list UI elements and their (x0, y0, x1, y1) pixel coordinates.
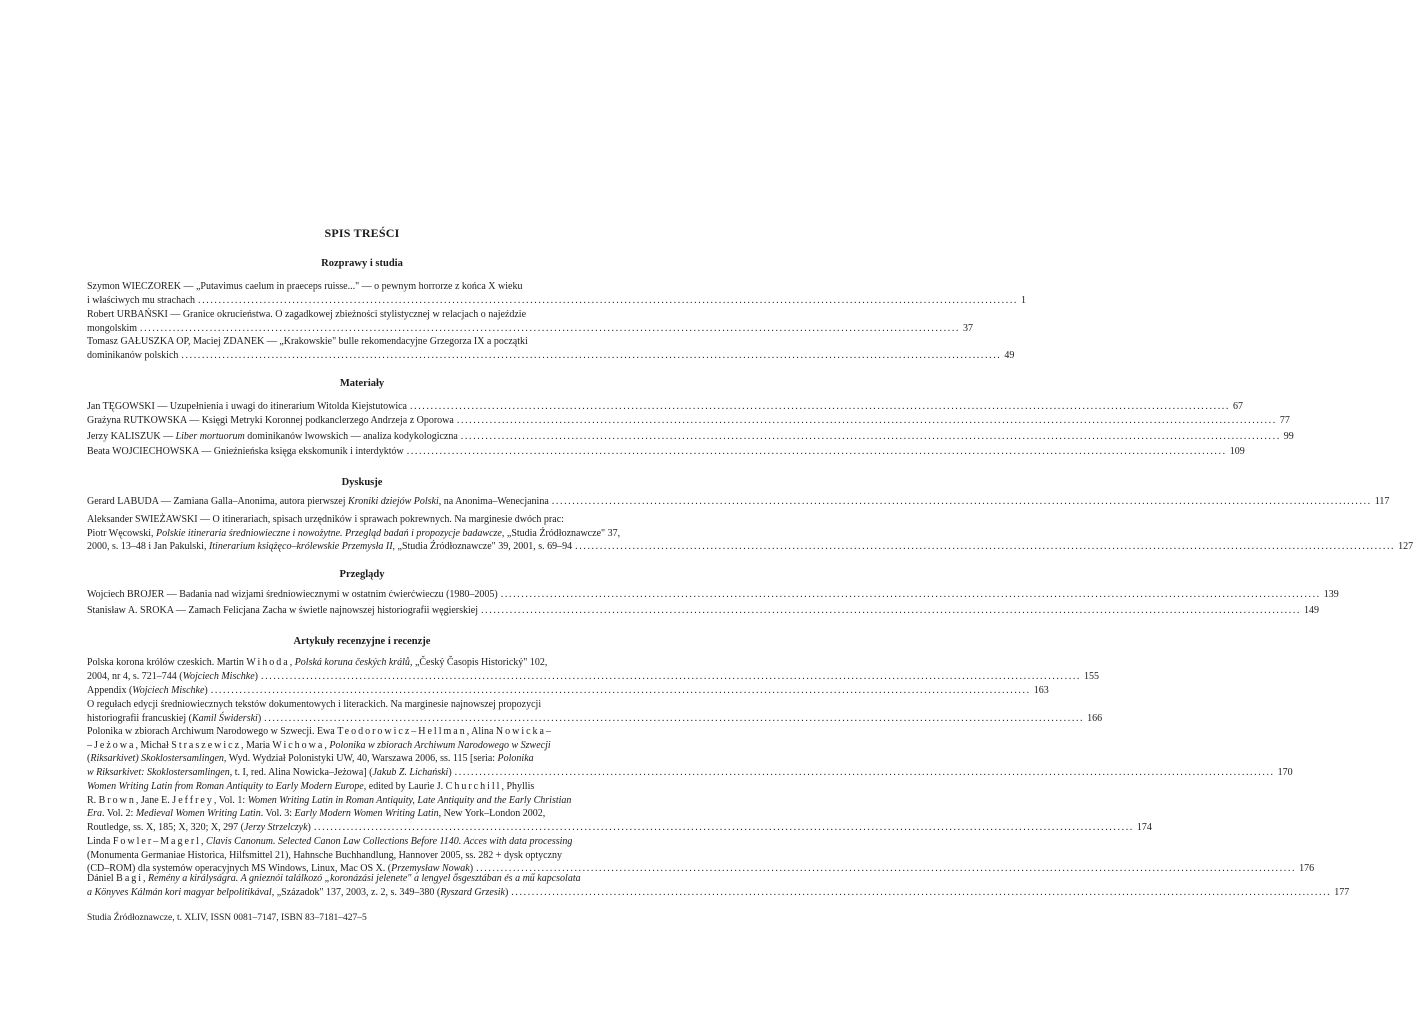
entry-text: Stanisław A. SROKA — Zamach Felicjana Zacha w świetle najnowszej historiografii węgierskiej (87, 605, 479, 616)
entry-text (87, 670, 258, 684)
entry-part: Appendix ( (87, 685, 133, 696)
entry-line (87, 725, 638, 739)
dot-leader: ........................................................................................................................................................................................................ (460, 431, 1281, 442)
entry-part: Gerard LABUDA — Zamiana Galla–Anonima, autora pierwszej (87, 496, 349, 507)
entry-last-line (87, 445, 1245, 459)
author-name: Nowicka– (495, 726, 553, 737)
italic-title: Era (87, 808, 102, 819)
italic-title: Medieval Women Writing Latin (135, 808, 261, 819)
entry-part: , New York–London 2002, (438, 808, 546, 819)
dot-leader: ........................................................................................................................................................................................................ (210, 685, 1031, 696)
entry-part: , Phyllis (501, 781, 535, 792)
reviewer-name: Wojciech Mischke (132, 685, 205, 696)
section-heading-materialy: Materiały (339, 378, 385, 389)
italic-title: Early Modern Women Writing Latin (294, 808, 439, 819)
author-name: Straszewicz (171, 739, 242, 751)
entry-last-line (87, 684, 1049, 698)
toc-entry (87, 698, 1103, 725)
author-name: Churchill (445, 781, 502, 792)
author-name: Teodorowicz–Hellman (337, 726, 467, 737)
toc-entry (87, 835, 1315, 876)
section-heading-przeglady: Przeglądy (339, 569, 385, 580)
entry-last-line (87, 349, 1015, 363)
entry-text: dominikanów polskich (87, 349, 179, 361)
reviewer-name: Ryszard Grzesik (440, 886, 505, 898)
italic-title: Polskie itineraria średniowieczne i nowożytne. Przegląd badań i propozycje badawcze (155, 527, 502, 539)
entry-text (87, 684, 208, 698)
italic-title: Itinerarium książęco–królewskie Przemysła II (208, 541, 393, 552)
toc-entry (87, 445, 1245, 459)
entry-last-line (87, 886, 1350, 900)
author-name: Wihoda (246, 657, 290, 668)
toc-entry (87, 780, 1152, 834)
entry-part: ( (87, 753, 91, 764)
entry-part: ) (448, 766, 452, 778)
entry-part: , „Český Časopis Historický" 102, (409, 657, 548, 668)
italic-title: a Könyves Kálmán kori magyar belpolitikával (87, 886, 272, 898)
toc-entry (87, 656, 1100, 683)
entry-part: , „Studia Źródłoznawcze" 39, 2001, s. 69–94 (392, 541, 573, 552)
author-name: Jeffrey (172, 794, 214, 806)
entry-part: 2000, s. 13–48 i Jan Pakulski, (87, 541, 209, 552)
entry-text (87, 540, 572, 554)
entry-part: Linda (87, 836, 113, 847)
entry-text: Wojciech BROJER — Badania nad wizjami średniowiecznymi w ostatnim ćwierćwieczu (1980–2005) (87, 589, 498, 600)
entry-part: ) (204, 685, 208, 696)
author-name: Fowler–Magerl (112, 836, 202, 847)
entry-part: Polska korona królów czeskich. Martin (87, 657, 247, 668)
entry-part: , Alina (466, 726, 496, 737)
entry-part: , (324, 739, 330, 751)
toc-entry (87, 495, 1390, 509)
reviewer-name: Jakub Z. Lichański (372, 766, 449, 778)
toc-entry (87, 400, 1243, 414)
entry-part: , na Anonima–Wenecjanina (438, 496, 549, 507)
toc-entry (87, 588, 1339, 602)
entry-line (87, 752, 638, 766)
entry-last-line (87, 712, 1103, 726)
entry-text (87, 430, 458, 444)
author-name: Brown (98, 794, 136, 806)
entry-part: , Maria (241, 739, 273, 751)
entry-last-line (87, 430, 1294, 444)
italic-title: Clavis Canonum. Selected Canon Law Collections Before 1140. Acces with data processing (206, 836, 573, 847)
dot-leader: ........................................................................................................................................................................................................ (511, 886, 1332, 898)
author-name: Bagi (116, 873, 144, 884)
entry-part: Polonika w zbiorach Archiwum Narodowego w Szwecji. Ewa (87, 726, 338, 737)
entry-part: , (201, 836, 207, 847)
italic-title: Kroniki dziejów Polski (348, 496, 439, 507)
page-number: 155 (1084, 670, 1100, 682)
entry-line (87, 807, 638, 821)
entry-line: Aleksander SWIEŻAWSKI — O itinerariach, spisach urzędników i sprawach pokrewnych. Na marginesie dwóch prac: (87, 514, 564, 525)
toc-entry (87, 308, 974, 335)
dot-leader: ........................................................................................................................................................................................................ (264, 712, 1085, 724)
italic-title: Polonika (497, 753, 534, 764)
page-number: 1 (1021, 294, 1027, 306)
dot-leader: ........................................................................................................................................................................................................ (313, 821, 1134, 833)
footer-citation: Studia Źródłoznawcze, t. XLIV, ISSN 0081–7147, ISBN 83–7181–427–5 (87, 913, 367, 923)
entry-part: (CD–ROM) dla systemów operacyjnych MS Windows, Linux, Mac OS X. ( (87, 863, 392, 874)
entry-last-line (87, 821, 1152, 835)
italic-title: Remény a királyságra. A gnieznói találkozó „koronázási jelenete" a lengyel ősgesztában és a mű kapcsolata (148, 873, 581, 884)
entry-line: Robert URBAŃSKI — Granice okrucieństwa. O zagadkowej zbieżności stylistycznej w relacjach o najeździe (87, 309, 527, 320)
toc-entry (87, 280, 1027, 307)
italic-title: w Riksarkivet: Skoklostersamlingen (87, 766, 230, 778)
entry-text: Grażyna RUTKOWSKA — Księgi Metryki Koronnej podkanclerzego Andrzeja z Oporowa (87, 415, 454, 426)
entry-part: ) (469, 863, 474, 874)
entry-line (87, 656, 638, 670)
page-number: 127 (1398, 541, 1413, 552)
entry-part: Dániel (87, 873, 117, 884)
page-number: 67 (1233, 401, 1243, 412)
entry-last-line (87, 588, 1339, 602)
entry-part: historiografii francuskiej ( (87, 712, 192, 724)
section-heading-dyskusje: Dyskusje (341, 477, 383, 488)
entry-text (87, 886, 508, 900)
italic-title: Women Writing Latin from Roman Antiquity to Early Modern Europe (87, 781, 364, 792)
entry-part: , (143, 873, 149, 884)
page-number: 174 (1136, 821, 1152, 833)
dot-leader: ........................................................................................................................................................................................................ (198, 294, 1019, 306)
page-number: 149 (1304, 605, 1320, 616)
toc-entry (87, 872, 1350, 899)
entry-last-line (87, 414, 1290, 428)
page-number: 109 (1229, 446, 1245, 457)
toc-entry (87, 604, 1320, 618)
entry-last-line (87, 400, 1243, 414)
dot-leader: ........................................................................................................................................................................................................ (551, 496, 1372, 507)
reviewer-name: Kamil Świderski (191, 712, 258, 724)
section-heading-artykuly: Artykuły recenzyjne i recenzje (293, 636, 431, 647)
entry-last-line (87, 604, 1320, 618)
dot-leader: ........................................................................................................................................................................................................ (575, 541, 1396, 552)
toc-entry (87, 684, 1049, 698)
entry-text (87, 495, 549, 509)
author-name: Wichowa (272, 739, 325, 751)
entry-text: Beata WOJCIECHOWSKA — Gnieźnieńska księga ekskomunik i interdyktów (87, 446, 404, 457)
dot-leader: ........................................................................................................................................................................................................ (261, 670, 1082, 682)
italic-title: Polonika w zbiorach Archiwum Narodowego w Szwecji (329, 739, 551, 751)
entry-line: O regułach edycji średniowiecznych tekstów dokumentowych i literackich. Na marginesie najnowszej propozycji (87, 699, 542, 710)
entry-text: i właściwych mu strachach (87, 294, 196, 306)
toc-entry (87, 335, 1015, 362)
page-number: 77 (1279, 415, 1290, 426)
page-title: SPIS TREŚCI (324, 226, 400, 240)
entry-last-line (87, 322, 974, 336)
entry-part: , (289, 657, 295, 668)
entry-part: ) (307, 821, 311, 833)
entry-line (87, 780, 638, 794)
page-number: 117 (1374, 496, 1390, 507)
entry-part: . Vol. 2: (102, 808, 136, 819)
italic-title: Riksarkivet) Skoklostersamlingen (90, 753, 224, 764)
entry-text (87, 712, 261, 726)
entry-part: , „Studia Źródłoznawcze" 37, (501, 527, 621, 539)
entry-text (87, 821, 311, 835)
entry-line (87, 872, 638, 886)
toc-entry (87, 414, 1290, 428)
page-number: 49 (1004, 349, 1015, 361)
page-number: 139 (1323, 589, 1339, 600)
entry-part: 2004, nr 4, s. 721–744 ( (87, 670, 183, 682)
entry-line (87, 835, 638, 849)
author: Jerzy KALISZUK — (87, 431, 176, 442)
entry-last-line (87, 540, 1413, 554)
entry-part: , Wyd. Wydział Polonistyki UW, 40, Warszawa 2006, ss. 115 [seria: (223, 753, 498, 764)
reviewer-name: Jerzy Strzelczyk (243, 821, 308, 833)
page-number: 170 (1277, 766, 1293, 778)
reviewer-name: Wojciech Mischke (182, 670, 255, 682)
entry-part: Piotr Węcowski, (87, 527, 156, 539)
entry-rest: dominikanów lwowskich — analiza kodykologiczna (244, 431, 458, 442)
entry-last-line (87, 670, 1100, 684)
dot-leader: ........................................................................................................................................................................................................ (410, 401, 1230, 412)
entry-part: , t. I, red. Alina Nowicka–Jeżowa] ( (229, 766, 373, 778)
toc-entry (87, 513, 1413, 554)
entry-part: Routledge, ss. X, 185; X, 320; X, 297 ( (87, 821, 244, 833)
reviewer-name: Przemysław Nowak (391, 863, 470, 874)
author-name: –Jeżowa (87, 739, 136, 751)
page-number: 37 (963, 322, 974, 334)
entry-text: mongolskim (87, 322, 138, 334)
entry-part: ) (257, 712, 262, 724)
entry-part: , Michał (135, 739, 172, 751)
entry-part: , Vol. 1: (213, 794, 248, 806)
entry-line: Tomasz GAŁUSZKA OP, Maciej ZDANEK — „Krakowskie" bulle rekomendacyjne Grzegorza IX a początki (87, 336, 528, 347)
toc-entry (87, 430, 1294, 444)
entry-last-line (87, 766, 1293, 780)
entry-text (87, 766, 452, 780)
entry-part: ) (254, 670, 259, 682)
entry-part: ) (504, 886, 509, 898)
italic-title: Polská koruna českých králů (294, 657, 410, 668)
page-number: 163 (1033, 685, 1049, 696)
entry-line (87, 739, 638, 753)
dot-leader: ........................................................................................................................................................................................................ (406, 446, 1227, 457)
dot-leader: ........................................................................................................................................................................................................ (481, 605, 1302, 616)
page-number: 99 (1283, 431, 1294, 442)
entry-text: Jan TĘGOWSKI — Uzupełnienia i uwagi do itinerarium Witolda Kiejstutowica (87, 401, 407, 412)
italic-title: Women Writing Latin in Roman Antiquity, Late Antiquity and the Early Christian (247, 794, 572, 806)
toc-entry (87, 725, 1293, 779)
dot-leader: ........................................................................................................................................................................................................ (181, 349, 1002, 361)
entry-line (87, 794, 638, 808)
italic-title: Liber mortuorum (175, 431, 245, 442)
entry-part: , „Századok" 137, 2003, z. 2, s. 349–380 ( (271, 886, 441, 898)
entry-part: . Vol. 3: (260, 808, 295, 819)
entry-line: Szymon WIECZOREK — „Putavimus caelum in praeceps ruisse..." — o pewnym horrorze z końca X wieku (87, 281, 523, 292)
entry-last-line (87, 495, 1390, 509)
entry-line (87, 527, 638, 541)
page-number: 176 (1299, 863, 1315, 874)
dot-leader: ........................................................................................................................................................................................................ (454, 766, 1275, 778)
entry-part: , edited by Laurie J. (363, 781, 446, 792)
section-heading-rozprawy: Rozprawy i studia (321, 258, 403, 269)
entry-part: , Jane E. (135, 794, 173, 806)
dot-leader: ........................................................................................................................................................................................................ (140, 322, 961, 334)
dot-leader: ........................................................................................................................................................................................................ (476, 863, 1297, 874)
dot-leader: ........................................................................................................................................................................................................ (456, 415, 1277, 426)
entry-part: R. (87, 794, 99, 806)
dot-leader: ........................................................................................................................................................................................................ (500, 589, 1321, 600)
entry-last-line (87, 294, 1027, 308)
page-number: 166 (1087, 712, 1103, 724)
entry-line: (Monumenta Germaniae Historica, Hilfsmittel 21), Hahnsche Buchhandlung, Hannover 2005, ss. 282 + dysk optyczny (87, 849, 562, 861)
page-number: 177 (1334, 886, 1350, 898)
